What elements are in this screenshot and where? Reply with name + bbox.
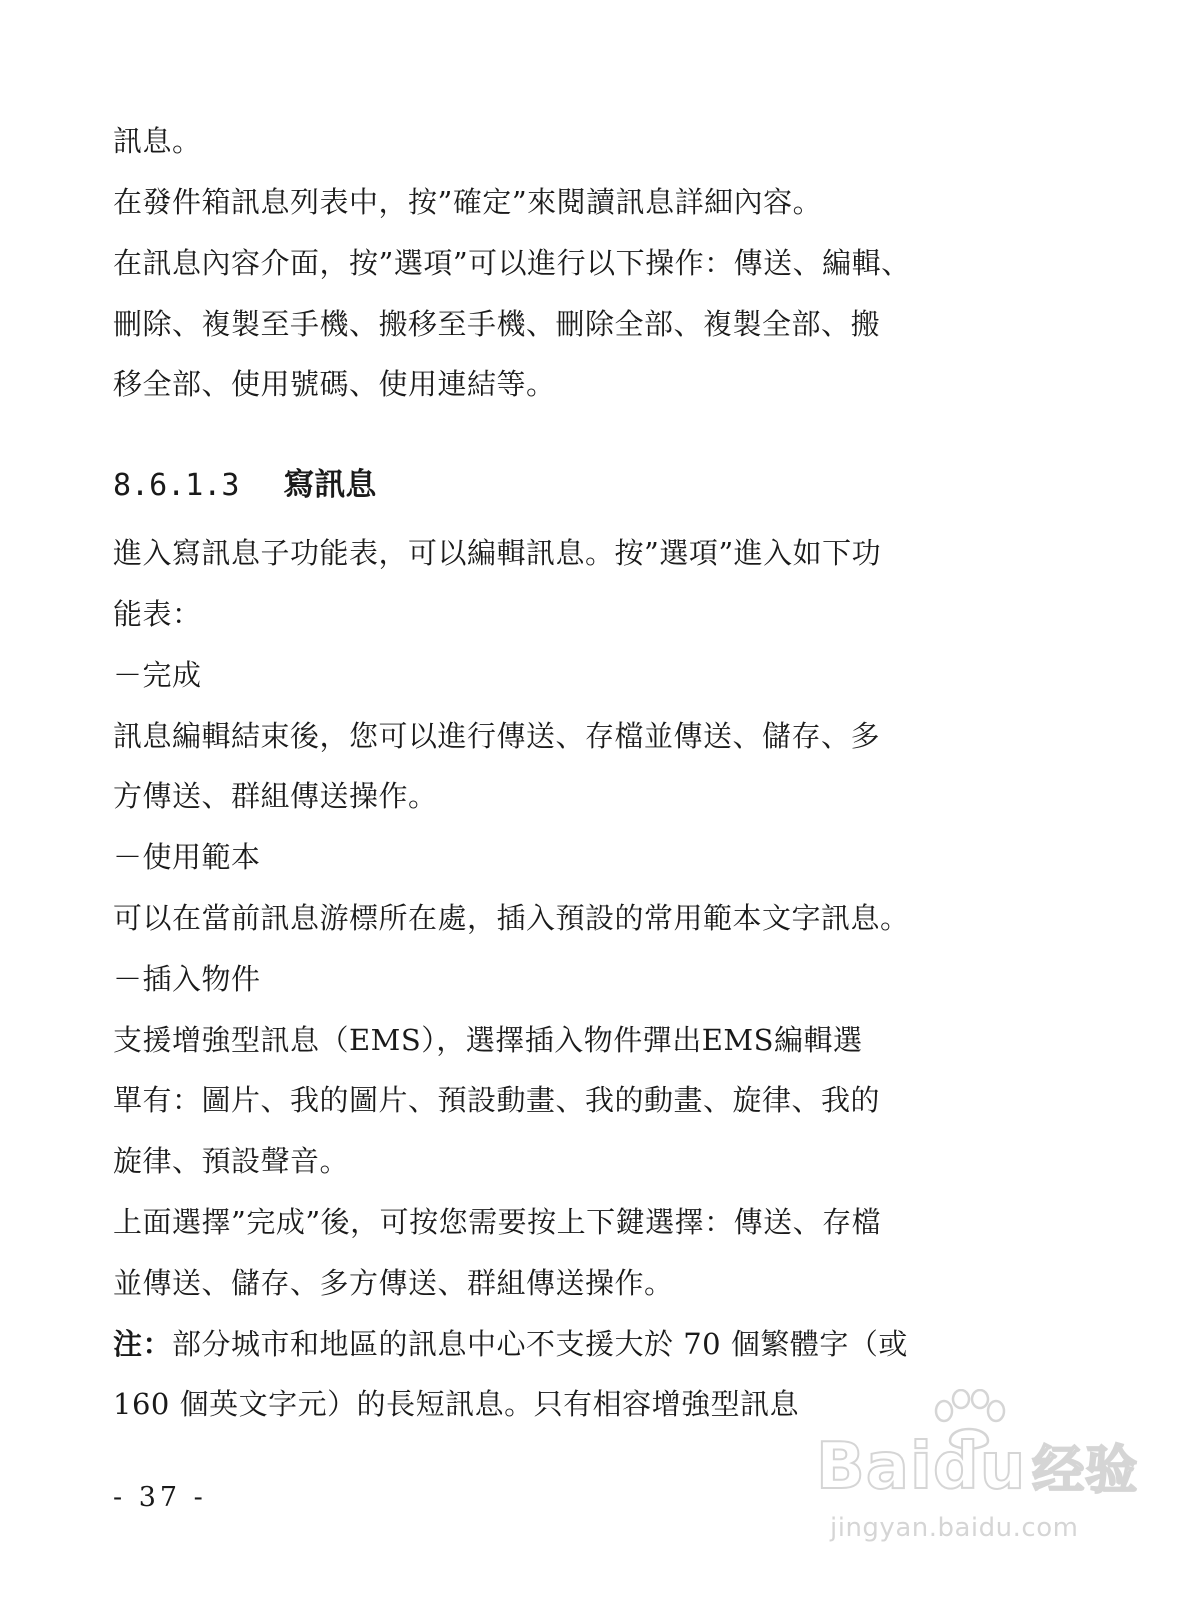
page-number: - 37 - (113, 1482, 207, 1513)
note-line (113, 1324, 908, 1364)
watermark-brand-cn: 经验 (1032, 1441, 1139, 1501)
text-line: 旋律、預設聲音。 (113, 1144, 350, 1178)
text-line: 可以在當前訊息游標所在處，插入預設的常用範本文字訊息。 (113, 901, 910, 935)
text-line: 在發件箱訊息列表中，按”確定”來閱讀訊息詳細內容。 (113, 185, 823, 219)
text-line: 方傳送、群組傳送操作。 (113, 779, 438, 813)
section-title: 寫訊息 (283, 467, 377, 503)
note-line: 160 個英文字元）的長短訊息。只有相容增強型訊息 (113, 1387, 800, 1421)
text-line: 訊息。 (113, 124, 202, 158)
watermark-brand-du: du (932, 1430, 1027, 1504)
list-item-heading: －插入物件 (113, 962, 261, 996)
note-text: 部分城市和地區的訊息中心不支援大於 70 個繁體字（或 (172, 1327, 908, 1361)
text-line: 能表： (113, 597, 202, 631)
text-line: 單有：圖片、我的圖片、預設動畫、我的動畫、旋律、我的 (113, 1083, 881, 1117)
section-heading (113, 463, 376, 508)
text-line: 移全部、使用號碼、使用連結等。 (113, 367, 556, 401)
text-line: 並傳送、儲存、多方傳送、群組傳送操作。 (113, 1266, 674, 1300)
text-line: 進入寫訊息子功能表，可以編輯訊息。按”選項”進入如下功 (113, 536, 882, 570)
watermark-brand-latin: Bai (816, 1430, 933, 1504)
list-item-heading: －使用範本 (113, 840, 261, 874)
baidu-watermark (810, 1385, 1139, 1585)
text-line: 支援增強型訊息（EMS），選擇插入物件彈出EMS編輯選 (113, 1023, 863, 1057)
watermark-url: jingyan.baidu.com (830, 1513, 1079, 1543)
text-line: 上面選擇”完成”後，可按您需要按上下鍵選擇：傳送、存檔 (113, 1205, 882, 1239)
watermark-brand (816, 1431, 1138, 1507)
note-label: 注： (113, 1327, 173, 1361)
list-item-heading: －完成 (113, 658, 202, 692)
text-line: 在訊息內容介面，按”選項”可以進行以下操作：傳送、編輯、 (113, 246, 911, 280)
text-line: 訊息編輯結束後，您可以進行傳送、存檔並傳送、儲存、多 (113, 719, 881, 753)
section-number: 8.6.1.3 (113, 468, 240, 503)
text-line: 刪除、複製至手機、搬移至手機、刪除全部、複製全部、搬 (113, 307, 881, 341)
